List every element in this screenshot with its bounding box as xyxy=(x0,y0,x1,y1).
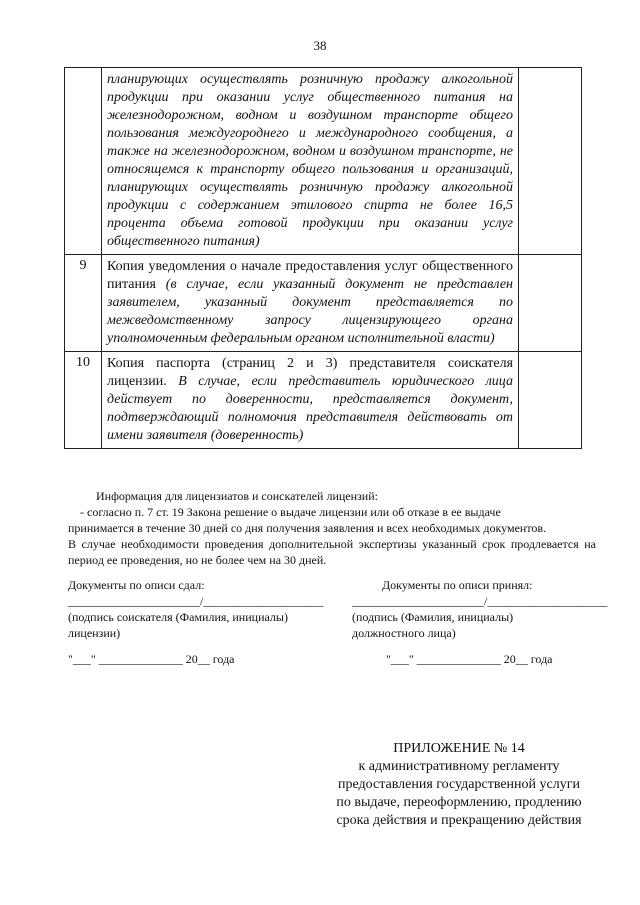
row-number: 10 xyxy=(65,352,102,449)
row-empty-cell xyxy=(519,255,582,352)
date-line-received: "___" ______________ 20__ года xyxy=(386,652,553,666)
row-empty-cell xyxy=(519,68,582,255)
info-title: Информация для лицензиатов и соискателей лицензий: xyxy=(96,489,378,503)
signature-caption-cont: должностного лица) xyxy=(352,626,456,640)
row-number: 9 xyxy=(65,255,102,352)
table-row xyxy=(65,68,582,255)
info-para2: В случае необходимости проведения дополнительной экспертизы указанный срок продлевается на период ее проведения, но не более чем на 30 дней. xyxy=(68,537,596,567)
page-number: 38 xyxy=(313,38,327,53)
row-text xyxy=(102,255,519,352)
signature-caption-cont: лицензии) xyxy=(68,626,121,640)
signature-line: ______________________/____________________ xyxy=(352,594,608,608)
row-text-plain: Копия уведомления о начале предоставления услуг общественного питания xyxy=(107,259,513,292)
appendix-line: предоставления государственной услуги xyxy=(338,777,580,792)
signature-line: ______________________/____________________ xyxy=(68,594,324,608)
row-text xyxy=(102,352,519,449)
license-info xyxy=(68,488,596,568)
info-para1-rest: принимается в течение 30 дней со дня получения заявления и всех необходимых документов. xyxy=(68,521,547,535)
info-para1-lead: - согласно п. 7 ст. 19 Закона решение о выдаче лицензии или об отказе в ее выдаче xyxy=(80,505,501,519)
appendix-title: ПРИЛОЖЕНИЕ № 14 xyxy=(393,741,525,756)
row-text-plain: Копия паспорта (страниц 2 и 3) представителя соискателя лицензии. xyxy=(107,356,513,389)
signature-received xyxy=(352,577,608,641)
row-text-italic: планирующих осуществлять розничную продажу алкогольной продукции при оказании услуг общественного питания на железнодорожном, водном и воздушном транспорте общего пользования междугороднего и международного сообщения, а также на железнодорожном, водном и воздушном транспорте, не относящемся к транспорту общего пользования и организаций, планирующих осуществлять розничную продажу алкогольной продукции с содержанием этилового спирта не более 16,5 процента объема готовой продукции при оказании услуг общественного питания) xyxy=(107,72,513,249)
info-paragraph xyxy=(68,504,596,568)
appendix-heading xyxy=(314,740,604,830)
row-text-italic: (в случае, если указанный документ не представлен заявителем, указанный документ представляется по межведомственному запросу лицензирующего органа уполномоченным федеральным органом исполнительной власти) xyxy=(107,277,513,346)
signature-caption: (подпись соискателя (Фамилия, инициалы) xyxy=(68,610,288,624)
row-text xyxy=(102,68,519,255)
signature-heading: Документы по описи принял: xyxy=(382,578,533,592)
table-row xyxy=(65,255,582,352)
row-empty-cell xyxy=(519,352,582,449)
signature-caption: (подпись (Фамилия, инициалы) xyxy=(352,610,514,624)
appendix-line: срока действия и прекращению действия xyxy=(336,813,582,828)
documents-table xyxy=(64,67,582,449)
date-line-submitted: "___" ______________ 20__ года xyxy=(68,652,235,666)
row-number xyxy=(65,68,102,255)
appendix-line: к административному регламенту xyxy=(358,759,560,774)
signature-heading: Документы по описи сдал: xyxy=(68,578,205,592)
table-row xyxy=(65,352,582,449)
row-text-italic: В случае, если представитель юридического лица действует по доверенности, представляется документ, подтверждающий полномочия представителя действовать от имени заявителя (доверенность) xyxy=(107,374,513,443)
appendix-line: по выдаче, переоформлению, продлению xyxy=(336,795,582,810)
signature-submitted xyxy=(68,577,324,641)
